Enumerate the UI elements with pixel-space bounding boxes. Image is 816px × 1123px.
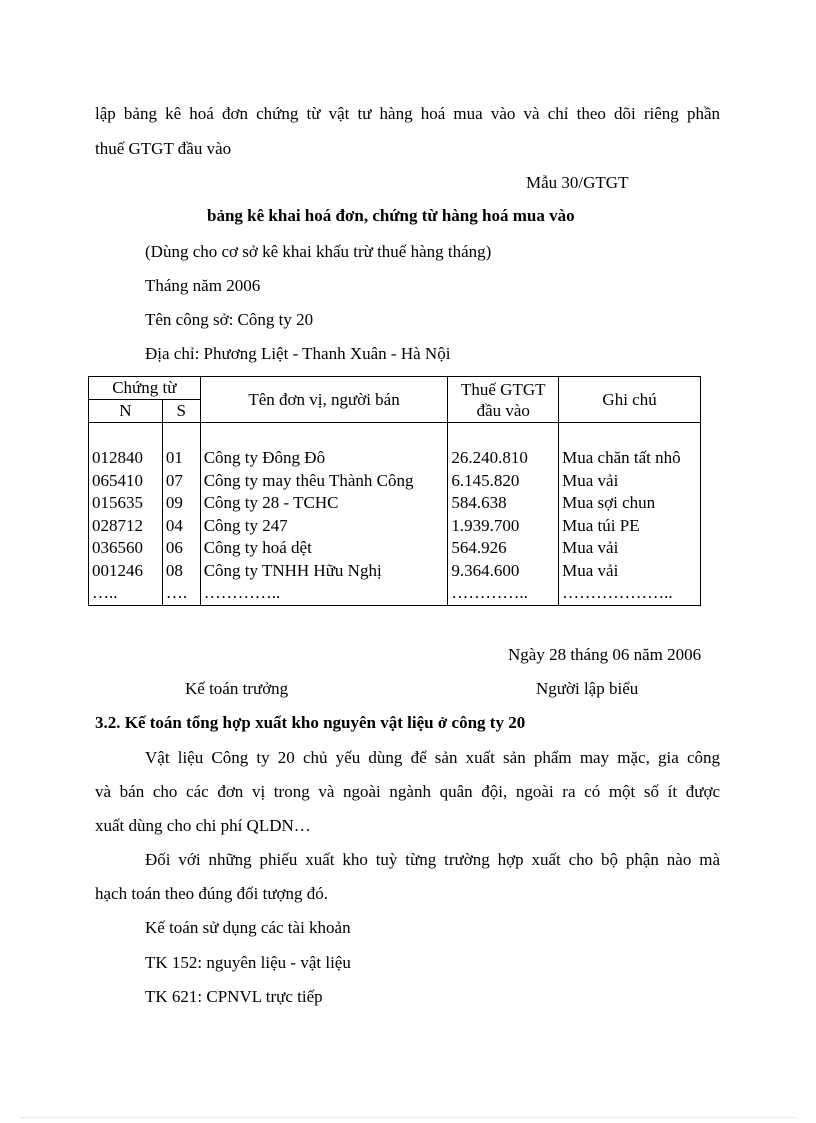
cell-n: 065410	[89, 470, 163, 493]
cell-s: 09	[162, 492, 200, 515]
cell-s: 08	[162, 560, 200, 583]
table-row	[89, 537, 701, 560]
document-subtitle: (Dùng cho cơ sở kê khai khấu trừ thuế hàng tháng)	[145, 242, 492, 261]
cell-note: Mua túi PE	[559, 515, 701, 538]
cell-n: 001246	[89, 560, 163, 583]
report-month: Tháng năm 2006	[145, 276, 261, 295]
cell-vat: 6.145.820	[448, 470, 559, 493]
para1-line-3: xuất dùng cho chi phí QLDN…	[95, 816, 311, 835]
para2-line-1: Đối với những phiếu xuất kho tuỳ từng trường hợp xuất cho bộ phận nào mà	[145, 850, 720, 869]
company-name: Tên công sở: Công ty 20	[145, 310, 314, 329]
table-row	[89, 515, 701, 538]
header-vat-line-1: Thuế GTGT	[460, 379, 546, 399]
table-spacer-row	[89, 423, 701, 448]
cell-seller: Công ty TNHH Hữu Nghị	[200, 560, 448, 583]
signature-chief-accountant: Kế toán trưởng	[185, 679, 289, 698]
para2-line-2: hạch toán theo đúng đối tượng đó.	[95, 884, 329, 903]
table-row	[89, 447, 701, 470]
cell-s: 07	[162, 470, 200, 493]
cell-vat: 1.939.700	[448, 515, 559, 538]
cell-s: 01	[162, 447, 200, 470]
cell-note: Mua sợi chun	[559, 492, 701, 515]
cell-n: 012840	[89, 447, 163, 470]
table-row	[89, 560, 701, 583]
cell-seller: Công ty Đông Đô	[200, 447, 448, 470]
cell-vat: 26.240.810	[448, 447, 559, 470]
cell-vat: 9.364.600	[448, 560, 559, 583]
header-n: N	[89, 400, 163, 423]
cell-s: ….	[162, 582, 200, 605]
table-row	[89, 582, 701, 605]
intro-line-1: lập bảng kê hoá đơn chứng từ vật tư hàng hoá mua vào và chỉ theo dõi riêng phần	[95, 104, 720, 123]
invoice-table	[88, 376, 701, 606]
account-152: TK 152: nguyên liệu - vật liệu	[145, 953, 351, 972]
page-bottom-divider	[20, 1117, 796, 1118]
cell-vat: …………..	[448, 582, 559, 605]
cell-n: 015635	[89, 492, 163, 515]
cell-note: ………………..	[559, 582, 701, 605]
cell-vat: 584.638	[448, 492, 559, 515]
form-code: Mẫu 30/GTGT	[526, 173, 629, 192]
header-s: S	[162, 400, 200, 423]
cell-note: Mua vải	[559, 537, 701, 560]
cell-seller: Công ty hoá dệt	[200, 537, 448, 560]
header-seller: Tên đơn vị, người bán	[200, 377, 448, 423]
cell-s: 06	[162, 537, 200, 560]
header-vat	[448, 377, 559, 423]
signature-preparer: Người lập biểu	[536, 679, 639, 698]
header-vat-line-2: đầu vào	[476, 400, 530, 420]
cell-seller: Công ty 28 - TCHC	[200, 492, 448, 515]
header-voucher: Chứng từ	[89, 377, 201, 400]
accounts-intro: Kế toán sử dụng các tài khoản	[145, 918, 351, 937]
section-heading: 3.2. Kế toán tổng hợp xuất kho nguyên vật liệu ở công ty 20	[95, 713, 526, 732]
cell-n: …..	[89, 582, 163, 605]
cell-seller: Công ty 247	[200, 515, 448, 538]
cell-seller: …………..	[200, 582, 448, 605]
cell-s: 04	[162, 515, 200, 538]
table-header-row-1	[89, 377, 701, 400]
date-line: Ngày 28 tháng 06 năm 2006	[508, 645, 702, 664]
document-title: bảng kê khai hoá đơn, chứng từ hàng hoá mua vào	[207, 206, 575, 225]
table-row	[89, 470, 701, 493]
cell-note: Mua chăn tất nhô	[559, 447, 701, 470]
cell-vat: 564.926	[448, 537, 559, 560]
intro-line-2: thuế GTGT đầu vào	[95, 139, 232, 158]
para1-line-2: và bán cho các đơn vị trong và ngoài ngành quân đội, ngoài ra có một số ít được	[95, 782, 720, 801]
header-note: Ghi chú	[559, 377, 701, 423]
cell-n: 036560	[89, 537, 163, 560]
para1-line-1: Vật liệu Công ty 20 chủ yếu dùng để sản xuất sản phẩm may mặc, gia công	[145, 748, 720, 767]
company-address: Địa chỉ: Phương Liệt - Thanh Xuân - Hà Nội	[145, 344, 451, 363]
cell-note: Mua vải	[559, 470, 701, 493]
cell-n: 028712	[89, 515, 163, 538]
cell-seller: Công ty may thêu Thành Công	[200, 470, 448, 493]
table-row	[89, 492, 701, 515]
account-621: TK 621: CPNVL trực tiếp	[145, 987, 323, 1006]
cell-note: Mua vải	[559, 560, 701, 583]
